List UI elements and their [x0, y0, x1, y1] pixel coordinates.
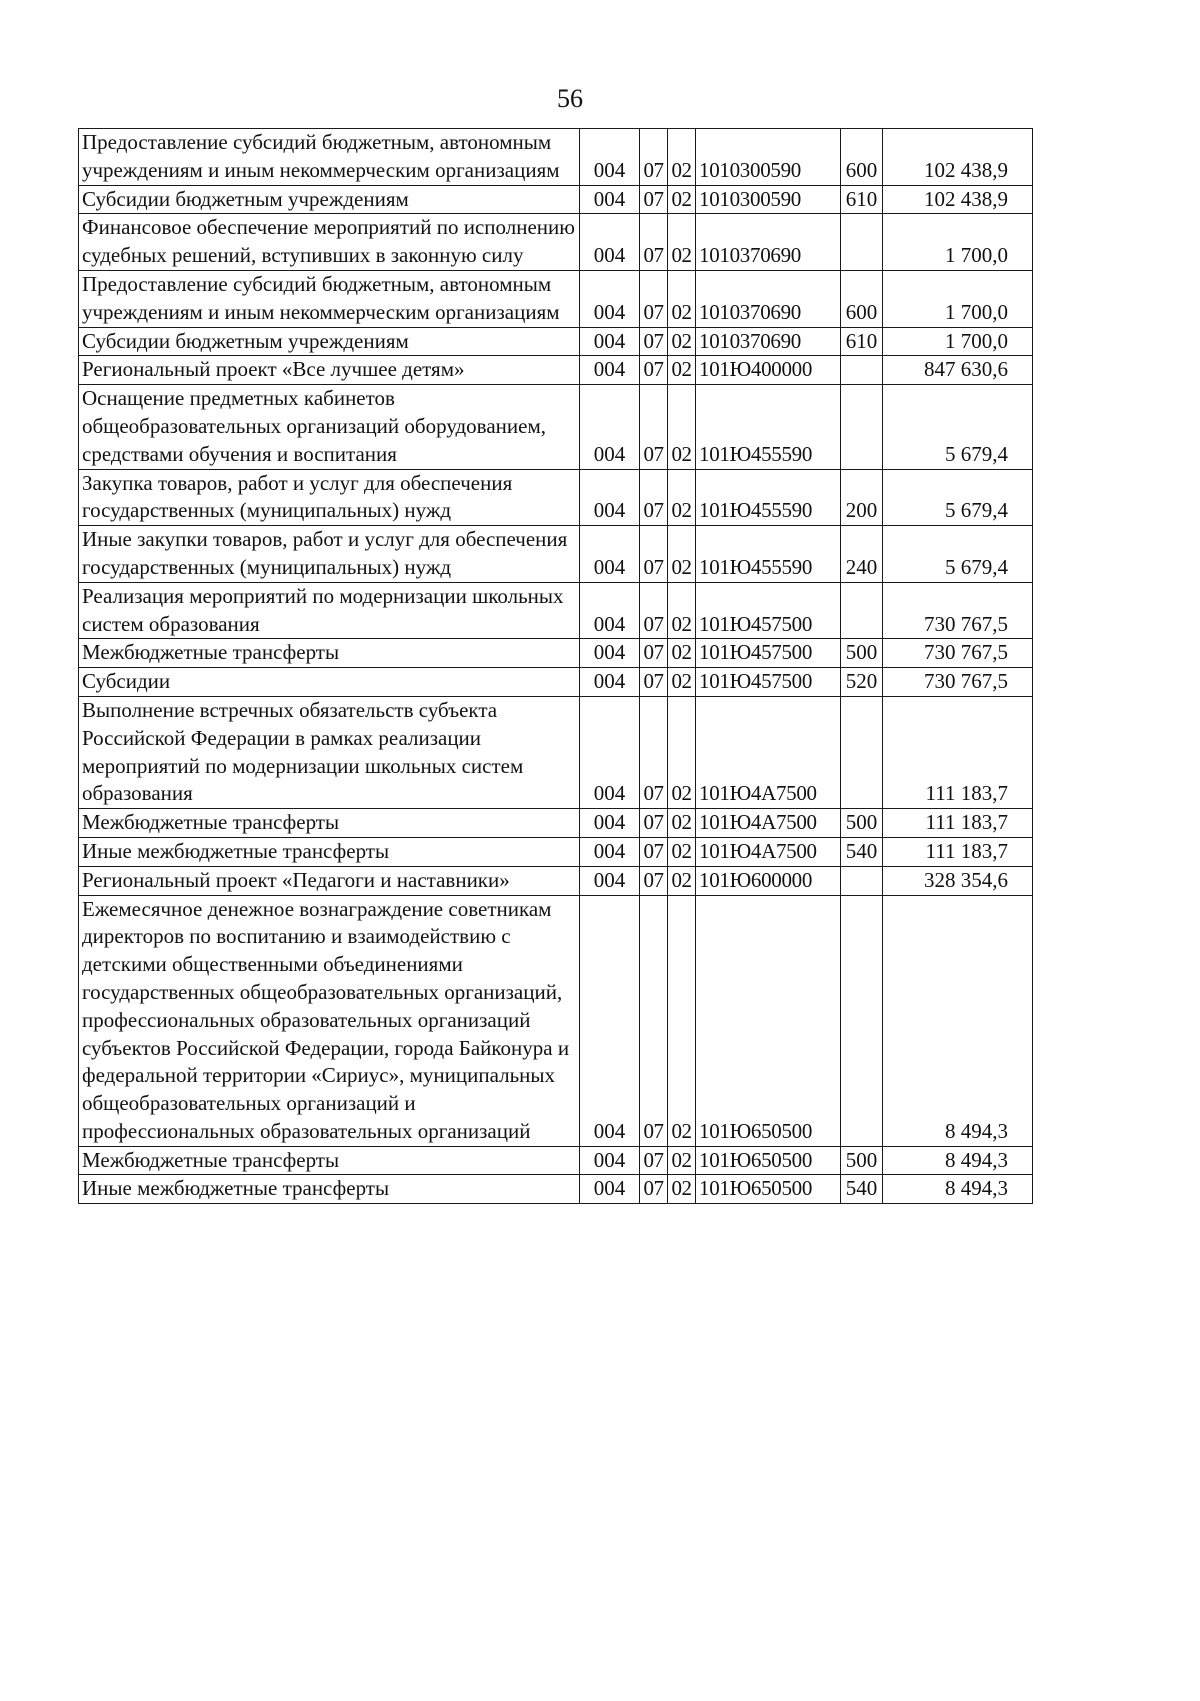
row-ved-code: 004 [580, 837, 640, 866]
row-target-article-code: 1010370690 [696, 327, 841, 356]
table-row [79, 129, 1033, 186]
row-name: Закупка товаров, работ и услуг для обеспечения государственных (муниципальных) нужд [79, 469, 580, 526]
row-amount: 5 679,4 [883, 526, 1033, 583]
row-amount: 102 438,9 [883, 129, 1033, 186]
row-section-code: 07 [640, 327, 668, 356]
table-row [79, 356, 1033, 385]
row-name: Предоставление субсидий бюджетным, автономным учреждениям и иным некоммерческим организациям [79, 129, 580, 186]
row-amount: 8 494,3 [883, 895, 1033, 1146]
row-name: Субсидии бюджетным учреждениям [79, 185, 580, 214]
row-amount: 111 183,7 [883, 696, 1033, 808]
row-subsection-code: 02 [668, 356, 696, 385]
row-amount: 847 630,6 [883, 356, 1033, 385]
row-section-code: 07 [640, 385, 668, 469]
row-target-article-code: 101Ю400000 [696, 356, 841, 385]
row-section-code: 07 [640, 639, 668, 668]
row-name: Субсидии бюджетным учреждениям [79, 327, 580, 356]
row-name: Межбюджетные трансферты [79, 809, 580, 838]
row-ved-code: 004 [580, 1175, 640, 1204]
row-expense-type-code: 610 [841, 327, 883, 356]
row-expense-type-code: 610 [841, 185, 883, 214]
row-target-article-code: 101Ю457500 [696, 668, 841, 697]
row-section-code: 07 [640, 866, 668, 895]
row-ved-code: 004 [580, 809, 640, 838]
table-row [79, 526, 1033, 583]
row-amount: 730 767,5 [883, 639, 1033, 668]
row-subsection-code: 02 [668, 582, 696, 639]
row-amount: 730 767,5 [883, 582, 1033, 639]
row-ved-code: 004 [580, 1146, 640, 1175]
row-amount: 5 679,4 [883, 385, 1033, 469]
table-row [79, 385, 1033, 469]
row-target-article-code: 1010300590 [696, 185, 841, 214]
row-amount: 8 494,3 [883, 1175, 1033, 1204]
row-expense-type-code: 240 [841, 526, 883, 583]
table-row [79, 185, 1033, 214]
table-row [79, 327, 1033, 356]
budget-table-body [79, 129, 1033, 1204]
row-subsection-code: 02 [668, 696, 696, 808]
row-name: Оснащение предметных кабинетов общеобразовательных организаций оборудованием, средствами обучения и воспитания [79, 385, 580, 469]
table-row [79, 696, 1033, 808]
row-ved-code: 004 [580, 639, 640, 668]
row-expense-type-code [841, 385, 883, 469]
row-name: Выполнение встречных обязательств субъекта Российской Федерации в рамках реализации мероприятий по модернизации школьных систем образования [79, 696, 580, 808]
row-section-code: 07 [640, 582, 668, 639]
row-subsection-code: 02 [668, 639, 696, 668]
row-name: Региональный проект «Педагоги и наставники» [79, 866, 580, 895]
row-section-code: 07 [640, 214, 668, 271]
row-name: Финансовое обеспечение мероприятий по исполнению судебных решений, вступивших в законную силу [79, 214, 580, 271]
row-ved-code: 004 [580, 582, 640, 639]
row-subsection-code: 02 [668, 866, 696, 895]
row-subsection-code: 02 [668, 327, 696, 356]
row-name: Иные межбюджетные трансферты [79, 1175, 580, 1204]
row-amount: 102 438,9 [883, 185, 1033, 214]
table-row [79, 809, 1033, 838]
row-name: Предоставление субсидий бюджетным, автономным учреждениям и иным некоммерческим организациям [79, 270, 580, 327]
row-ved-code: 004 [580, 866, 640, 895]
row-section-code: 07 [640, 809, 668, 838]
row-target-article-code: 1010370690 [696, 270, 841, 327]
row-expense-type-code [841, 582, 883, 639]
row-ved-code: 004 [580, 385, 640, 469]
row-section-code: 07 [640, 185, 668, 214]
table-row [79, 1175, 1033, 1204]
row-amount: 111 183,7 [883, 809, 1033, 838]
row-subsection-code: 02 [668, 668, 696, 697]
row-target-article-code: 1010370690 [696, 214, 841, 271]
row-expense-type-code [841, 214, 883, 271]
row-subsection-code: 02 [668, 1175, 696, 1204]
row-subsection-code: 02 [668, 214, 696, 271]
row-subsection-code: 02 [668, 895, 696, 1146]
row-ved-code: 004 [580, 270, 640, 327]
row-section-code: 07 [640, 129, 668, 186]
table-row [79, 469, 1033, 526]
row-amount: 730 767,5 [883, 668, 1033, 697]
row-subsection-code: 02 [668, 526, 696, 583]
row-amount: 1 700,0 [883, 270, 1033, 327]
row-ved-code: 004 [580, 356, 640, 385]
row-expense-type-code [841, 895, 883, 1146]
table-row [79, 837, 1033, 866]
row-subsection-code: 02 [668, 469, 696, 526]
row-expense-type-code [841, 696, 883, 808]
row-expense-type-code: 200 [841, 469, 883, 526]
row-name: Региональный проект «Все лучшее детям» [79, 356, 580, 385]
row-target-article-code: 101Ю457500 [696, 582, 841, 639]
row-section-code: 07 [640, 270, 668, 327]
row-name: Межбюджетные трансферты [79, 1146, 580, 1175]
row-target-article-code: 101Ю455590 [696, 469, 841, 526]
row-ved-code: 004 [580, 129, 640, 186]
row-section-code: 07 [640, 526, 668, 583]
row-target-article-code: 101Ю455590 [696, 526, 841, 583]
row-expense-type-code: 540 [841, 837, 883, 866]
row-amount: 1 700,0 [883, 214, 1033, 271]
row-section-code: 07 [640, 895, 668, 1146]
row-name: Субсидии [79, 668, 580, 697]
row-expense-type-code: 600 [841, 129, 883, 186]
table-row [79, 668, 1033, 697]
row-amount: 1 700,0 [883, 327, 1033, 356]
row-name: Иные закупки товаров, работ и услуг для обеспечения государственных (муниципальных) нужд [79, 526, 580, 583]
row-expense-type-code [841, 356, 883, 385]
row-expense-type-code: 500 [841, 1146, 883, 1175]
row-expense-type-code: 540 [841, 1175, 883, 1204]
table-row [79, 582, 1033, 639]
row-amount: 5 679,4 [883, 469, 1033, 526]
row-name: Ежемесячное денежное вознаграждение советникам директоров по воспитанию и взаимодействию с детскими общественными объединениями государственных общеобразовательных организаций, профессиональных образовательных организаций субъектов Российской Федерации, города Байконура и федеральной территории «Сириус», муниципальных общеобразовательных организаций и профессиональных образовательных организаций [79, 895, 580, 1146]
row-target-article-code: 101Ю650500 [696, 895, 841, 1146]
row-ved-code: 004 [580, 668, 640, 697]
row-section-code: 07 [640, 356, 668, 385]
row-amount: 111 183,7 [883, 837, 1033, 866]
row-target-article-code: 101Ю455590 [696, 385, 841, 469]
row-subsection-code: 02 [668, 129, 696, 186]
row-target-article-code: 101Ю650500 [696, 1146, 841, 1175]
row-amount: 8 494,3 [883, 1146, 1033, 1175]
row-expense-type-code: 520 [841, 668, 883, 697]
row-name: Межбюджетные трансферты [79, 639, 580, 668]
row-name: Реализация мероприятий по модернизации школьных систем образования [79, 582, 580, 639]
row-ved-code: 004 [580, 214, 640, 271]
row-target-article-code: 101Ю650500 [696, 1175, 841, 1204]
row-section-code: 07 [640, 1175, 668, 1204]
row-subsection-code: 02 [668, 185, 696, 214]
row-name: Иные межбюджетные трансферты [79, 837, 580, 866]
row-amount: 328 354,6 [883, 866, 1033, 895]
row-section-code: 07 [640, 469, 668, 526]
row-subsection-code: 02 [668, 385, 696, 469]
row-subsection-code: 02 [668, 809, 696, 838]
row-subsection-code: 02 [668, 270, 696, 327]
row-expense-type-code [841, 866, 883, 895]
table-row [79, 895, 1033, 1146]
table-row [79, 270, 1033, 327]
row-expense-type-code: 500 [841, 809, 883, 838]
row-target-article-code: 101Ю4А7500 [696, 837, 841, 866]
table-row [79, 1146, 1033, 1175]
budget-table [78, 128, 1033, 1204]
table-row [79, 639, 1033, 668]
row-ved-code: 004 [580, 469, 640, 526]
row-section-code: 07 [640, 1146, 668, 1175]
row-section-code: 07 [640, 696, 668, 808]
row-subsection-code: 02 [668, 837, 696, 866]
row-ved-code: 004 [580, 895, 640, 1146]
table-row [79, 214, 1033, 271]
row-target-article-code: 1010300590 [696, 129, 841, 186]
row-ved-code: 004 [580, 327, 640, 356]
row-expense-type-code: 500 [841, 639, 883, 668]
row-target-article-code: 101Ю4А7500 [696, 696, 841, 808]
row-ved-code: 004 [580, 185, 640, 214]
page-number: 56 [557, 84, 583, 113]
table-row [79, 866, 1033, 895]
row-expense-type-code: 600 [841, 270, 883, 327]
row-section-code: 07 [640, 837, 668, 866]
row-section-code: 07 [640, 668, 668, 697]
row-target-article-code: 101Ю457500 [696, 639, 841, 668]
row-subsection-code: 02 [668, 1146, 696, 1175]
row-target-article-code: 101Ю600000 [696, 866, 841, 895]
row-target-article-code: 101Ю4А7500 [696, 809, 841, 838]
row-ved-code: 004 [580, 526, 640, 583]
row-ved-code: 004 [580, 696, 640, 808]
